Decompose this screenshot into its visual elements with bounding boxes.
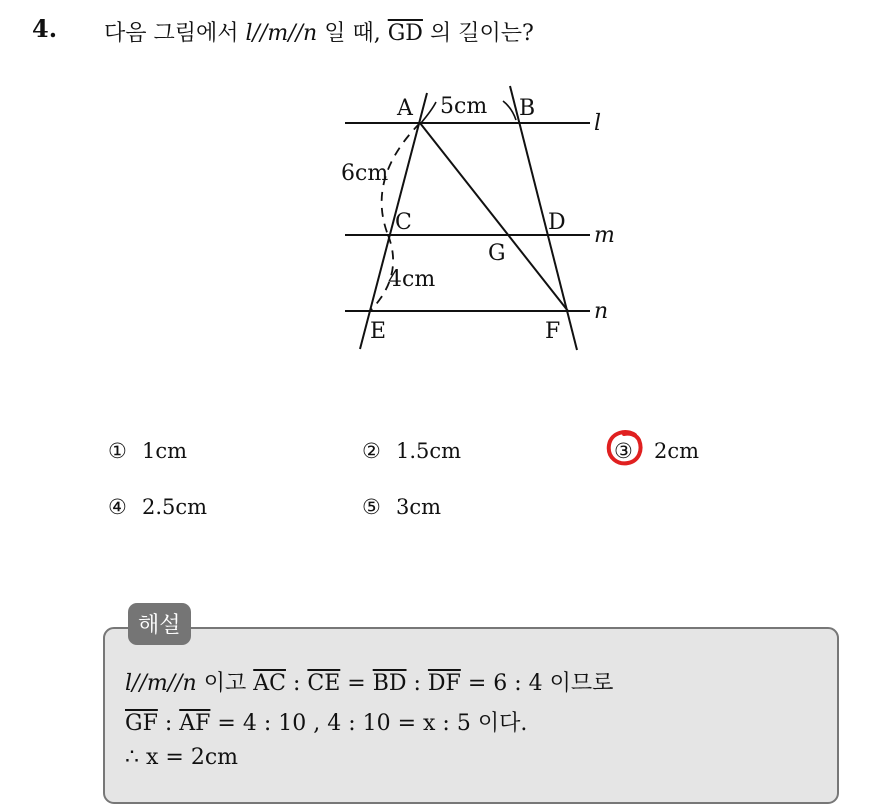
choice-mark: ④ bbox=[108, 495, 127, 519]
solution-line-1: l//m//n 이고 $\overline{AC}$ : $\overline{CE} = \overline{BD}$ : $\overline{DF} = 6$ : 4 이므로 bbox=[125, 671, 614, 696]
point-label-f: F bbox=[545, 319, 561, 344]
solution-expr: = 4 : 10 , 4 : 10 = x : 5 bbox=[217, 711, 471, 736]
point-label-a: A bbox=[397, 96, 413, 121]
solution-tail: 이므로 bbox=[549, 671, 614, 696]
length-label-ce: 4cm bbox=[388, 267, 436, 292]
solution-line-3: ∴ x = 2cm bbox=[125, 745, 238, 770]
solution-ratio: = 6 : 4 bbox=[467, 671, 543, 696]
choice-2[interactable] bbox=[362, 439, 461, 463]
point-label-d: D bbox=[548, 210, 566, 235]
choice-value: 2cm bbox=[654, 439, 700, 463]
question-parallel: l//m//n bbox=[245, 21, 318, 46]
choice-5[interactable] bbox=[362, 495, 441, 519]
segment-bd: $\overline{BD}$ bbox=[372, 671, 407, 696]
choice-mark: ② bbox=[362, 439, 381, 463]
segment-df: $\overline{DF}$ bbox=[427, 671, 461, 696]
segment-af-text: $\overline{AF}$ bbox=[179, 711, 211, 736]
choice-mark: ③ bbox=[614, 439, 633, 463]
segment-af bbox=[420, 123, 568, 311]
choice-value: 3cm bbox=[396, 495, 442, 519]
question-text-before: 다음 그림에서 bbox=[104, 21, 239, 46]
geometry-figure bbox=[330, 80, 630, 360]
choice-4[interactable] bbox=[108, 495, 207, 519]
point-label-b: B bbox=[519, 96, 536, 121]
choice-mark: ⑤ bbox=[362, 495, 381, 519]
length-label-ab: 5cm bbox=[440, 94, 488, 119]
solution-label: 해설 bbox=[128, 603, 191, 645]
segment-ac: $\overline{AC}$ bbox=[253, 671, 286, 696]
solution-line-2: $\overline{GF}$ : $\overline{AF} = 4$ : 10 , 4 : 10 = x : 5 이다. bbox=[125, 711, 528, 736]
solution-parallel: l//m//n bbox=[125, 671, 197, 696]
choice-value: 1.5cm bbox=[396, 439, 462, 463]
choice-1[interactable] bbox=[108, 439, 187, 463]
point-label-e: E bbox=[370, 319, 387, 344]
choice-value: 2.5cm bbox=[142, 495, 208, 519]
question-number: 4. bbox=[32, 14, 58, 43]
choice-value: 1cm bbox=[142, 439, 188, 463]
question-segment: $\overline{GD}$ bbox=[387, 21, 423, 46]
solution-tail-2: 이다. bbox=[477, 711, 528, 736]
line-label-m: m bbox=[594, 223, 615, 248]
line-label-l: l bbox=[594, 111, 602, 136]
question-text-after: 의 길이는? bbox=[429, 21, 534, 46]
question-text bbox=[104, 16, 534, 47]
segment-ce: $\overline{CE}$ bbox=[307, 671, 341, 696]
point-label-c: C bbox=[395, 210, 412, 235]
segment-gf: $\overline{GF}$ bbox=[125, 711, 158, 736]
question-text-mid: 일 때, bbox=[324, 21, 381, 46]
point-label-g: G bbox=[488, 241, 506, 266]
line-label-n: n bbox=[594, 299, 609, 324]
answer-circle-mark bbox=[605, 428, 645, 468]
length-label-ac: 6cm bbox=[341, 161, 389, 186]
solution-word: 이고 bbox=[203, 671, 247, 696]
choice-mark: ① bbox=[108, 439, 127, 463]
